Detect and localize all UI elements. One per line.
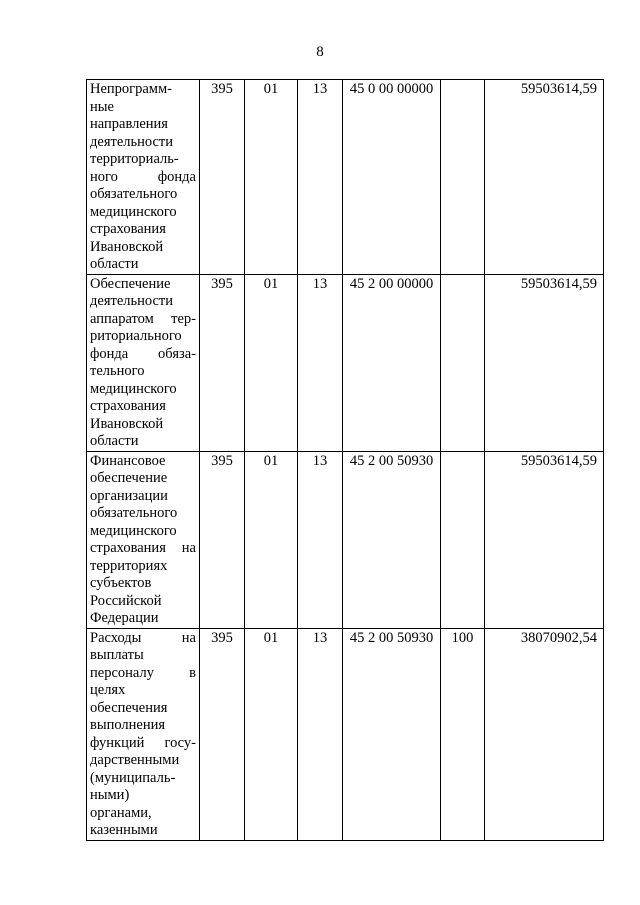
cell-target: 45 2 00 50930 xyxy=(343,628,441,840)
cell-name-line: территориаль- xyxy=(90,151,179,167)
cell-target: 45 2 00 00000 xyxy=(343,274,441,451)
cell-name-line: Ивановской xyxy=(90,238,164,255)
cell-target: 45 0 00 00000 xyxy=(343,80,441,275)
cell-name-line: страхования xyxy=(90,221,166,237)
cell-expense-type: 100 xyxy=(441,628,485,840)
budget-table xyxy=(86,79,604,841)
cell-name-line: Обеспечение xyxy=(90,275,171,292)
cell-name-line: деятельности xyxy=(90,293,174,309)
cell-name-line: медицинского xyxy=(90,522,177,539)
cell-amount: 59503614,59 xyxy=(485,451,604,628)
cell-name-line: страхования на xyxy=(90,540,196,556)
cell-name xyxy=(87,628,200,840)
cell-amount: 59503614,59 xyxy=(485,274,604,451)
cell-expense-type xyxy=(441,451,485,628)
cell-name-line: казенными xyxy=(90,822,158,838)
cell-amount: 38070902,54 xyxy=(485,628,604,840)
cell-name-line: риториального xyxy=(90,328,182,344)
cell-name-line: целях xyxy=(90,682,126,698)
cell-name-line: области xyxy=(90,256,139,272)
cell-name-line: Расходы на xyxy=(90,629,196,646)
cell-admin: 395 xyxy=(200,451,245,628)
cell-name-line: Российской xyxy=(90,592,162,609)
cell-amount: 59503614,59 xyxy=(485,80,604,275)
table-row xyxy=(87,628,604,840)
cell-name-line: выплаты xyxy=(90,647,144,663)
cell-subsection: 13 xyxy=(298,274,343,451)
cell-section: 01 xyxy=(245,80,298,275)
cell-name-line: организации xyxy=(90,487,168,504)
cell-name-line: ные xyxy=(90,98,114,115)
cell-subsection: 13 xyxy=(298,80,343,275)
cell-admin: 395 xyxy=(200,628,245,840)
table-row xyxy=(87,80,604,275)
cell-name xyxy=(87,80,200,275)
cell-subsection: 13 xyxy=(298,451,343,628)
cell-name-line: территориях xyxy=(90,557,168,574)
cell-name-line: ного фонда xyxy=(90,168,196,185)
cell-name-line: тельного xyxy=(90,363,145,379)
cell-name-line: фонда обяза- xyxy=(90,345,196,362)
cell-name-line: аппаратом тер- xyxy=(90,310,196,327)
cell-name-line: области xyxy=(90,433,139,449)
cell-name-line: обязательного xyxy=(90,505,178,521)
cell-section: 01 xyxy=(245,274,298,451)
cell-name-line: обязательного xyxy=(90,186,178,202)
cell-name-line: дарственными xyxy=(90,752,180,768)
cell-name-line: функций госу- xyxy=(90,734,196,751)
cell-name-line: субъектов xyxy=(90,575,152,591)
page-number: 8 xyxy=(316,44,324,60)
cell-name-line: обеспечения xyxy=(90,699,168,716)
cell-target: 45 2 00 50930 xyxy=(343,451,441,628)
cell-name-line: (муниципаль- xyxy=(90,769,176,786)
cell-name-line: медицинского xyxy=(90,380,177,397)
cell-name-line: Федерации xyxy=(90,610,159,626)
cell-admin: 395 xyxy=(200,274,245,451)
cell-admin: 395 xyxy=(200,80,245,275)
cell-name-line: Непрограмм- xyxy=(90,81,172,97)
cell-name-line: органами, xyxy=(90,804,152,821)
cell-name-line: Финансовое xyxy=(90,452,166,469)
cell-section: 01 xyxy=(245,628,298,840)
cell-subsection: 13 xyxy=(298,628,343,840)
table-row xyxy=(87,274,604,451)
table-row xyxy=(87,451,604,628)
cell-expense-type xyxy=(441,80,485,275)
cell-name-line: ными) xyxy=(90,787,130,803)
cell-name xyxy=(87,451,200,628)
cell-name-line: выполнения xyxy=(90,717,166,733)
cell-name-line: деятельности xyxy=(90,133,174,150)
cell-name-line: страхования xyxy=(90,398,166,414)
cell-section: 01 xyxy=(245,451,298,628)
cell-name-line: медицинского xyxy=(90,203,177,220)
cell-name-line: обеспечение xyxy=(90,470,168,486)
cell-name-line: Ивановской xyxy=(90,415,164,432)
cell-expense-type xyxy=(441,274,485,451)
cell-name xyxy=(87,274,200,451)
cell-name-line: направления xyxy=(90,116,168,132)
cell-name-line: персоналу в xyxy=(90,664,196,681)
